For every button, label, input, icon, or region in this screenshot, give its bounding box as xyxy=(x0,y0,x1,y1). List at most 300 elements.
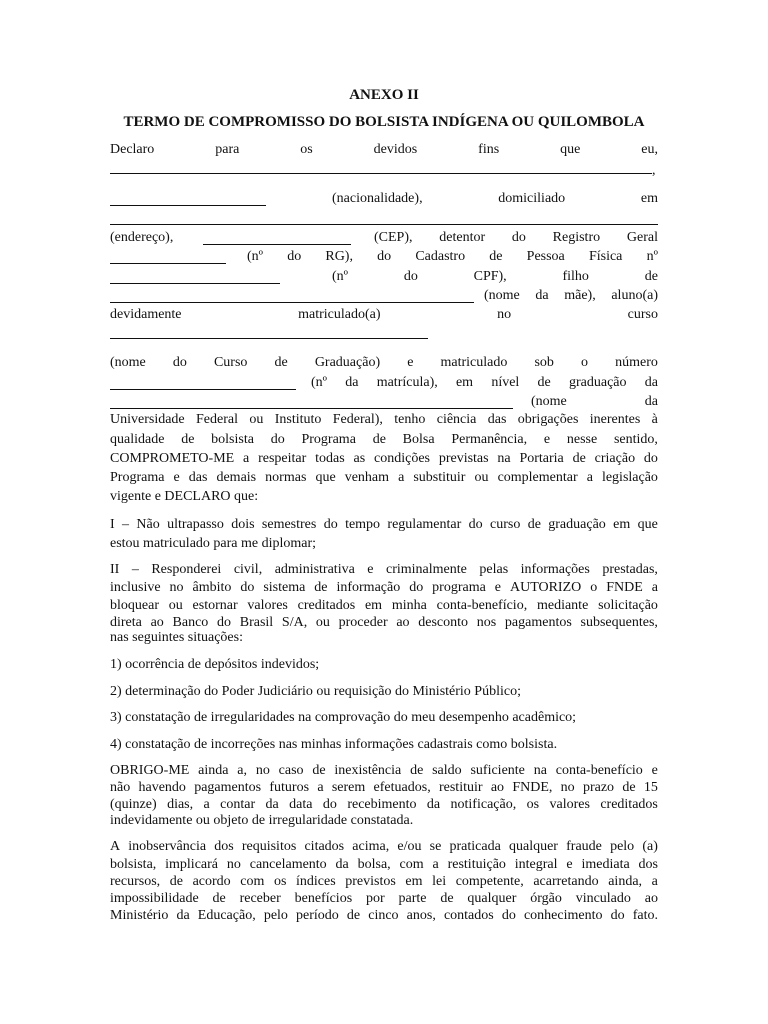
word: do xyxy=(643,451,658,466)
form-line-curso xyxy=(110,354,658,372)
word: Declaro xyxy=(110,142,155,157)
word: em xyxy=(405,874,423,889)
obligation-line-2 xyxy=(110,779,658,797)
word: lei xyxy=(432,874,447,889)
item2-line-3 xyxy=(110,597,658,615)
word: e xyxy=(494,580,501,595)
word: que xyxy=(315,470,336,485)
word: imediata xyxy=(581,857,630,872)
word: condições xyxy=(374,451,430,466)
word: de xyxy=(181,432,195,447)
cep-blank[interactable] xyxy=(203,231,351,245)
form-line-matriculado xyxy=(110,306,658,324)
word: tempo xyxy=(345,517,381,532)
word: de xyxy=(312,763,326,778)
word: do xyxy=(322,797,337,812)
document-title: TERMO DE COMPROMISSO DO BOLSISTA INDÍGENA OU QUILOMBOLA xyxy=(123,114,645,130)
word: a xyxy=(651,580,658,595)
word: e xyxy=(566,857,573,872)
form-line-14 xyxy=(110,411,658,429)
word: semestres xyxy=(261,517,317,532)
word: ao xyxy=(150,615,164,630)
word: contar xyxy=(220,797,256,812)
word: Curso xyxy=(213,355,248,370)
word: informações xyxy=(520,562,590,577)
word: o xyxy=(581,355,589,370)
word: Cadastro xyxy=(415,249,466,264)
word: cancelamento xyxy=(249,857,327,872)
word: os xyxy=(526,797,540,812)
word: graduação xyxy=(548,517,606,532)
word: Responderei xyxy=(151,562,222,577)
word: e/ou xyxy=(397,839,422,854)
word: do xyxy=(610,908,625,923)
item2-line-5: nas seguintes situações: xyxy=(110,630,243,645)
word: dos xyxy=(638,857,658,872)
word: no xyxy=(560,780,575,795)
closing-line-1 xyxy=(110,838,658,856)
word: inexistência xyxy=(334,763,402,778)
word: a xyxy=(317,780,324,795)
word: do xyxy=(240,580,255,595)
word: (nome xyxy=(531,394,567,409)
word: o xyxy=(590,580,598,595)
word: legislação xyxy=(601,470,658,485)
word: na xyxy=(497,451,511,466)
word: fato. xyxy=(632,908,658,923)
word: venham xyxy=(344,470,390,485)
word: RG), xyxy=(325,249,353,264)
word: de xyxy=(346,908,361,923)
word: caso xyxy=(278,763,304,778)
word: efetuados, xyxy=(373,780,431,795)
rg-text xyxy=(247,248,658,266)
word: em xyxy=(364,598,383,613)
word: mediante xyxy=(536,598,589,613)
word: 15 xyxy=(643,780,658,795)
word: matriculado xyxy=(440,355,508,370)
word: de xyxy=(622,780,636,795)
word: dias, xyxy=(167,797,194,812)
word: nº xyxy=(646,249,658,264)
form-line-name-blank xyxy=(110,160,658,180)
word: (nº xyxy=(332,269,349,284)
word: do xyxy=(511,230,526,245)
word: inclusive xyxy=(110,580,161,595)
word: acordo xyxy=(192,874,231,889)
word: da xyxy=(345,375,359,390)
word: pelas xyxy=(479,562,509,577)
word: Bolsa xyxy=(402,432,435,447)
word: regulamentar xyxy=(387,517,462,532)
word: da xyxy=(265,797,279,812)
word: tenho xyxy=(394,412,426,427)
word: a xyxy=(203,797,210,812)
word: pelo xyxy=(610,839,635,854)
word: de xyxy=(440,891,454,906)
word: saldo xyxy=(432,763,462,778)
word: CPF), xyxy=(473,269,507,284)
form-line-address-blank xyxy=(110,211,658,225)
word: ou xyxy=(168,598,183,613)
word: (nome xyxy=(484,288,520,303)
word: de xyxy=(274,355,288,370)
word: que xyxy=(637,517,658,532)
word: Pessoa xyxy=(526,249,565,264)
situation-3: 3) constatação de irregularidades na comprovação do meu desempenho acadêmico; xyxy=(110,710,577,725)
word: no xyxy=(497,307,512,322)
matricula-text xyxy=(311,374,658,392)
cpf-blank[interactable] xyxy=(110,270,280,284)
word: – xyxy=(122,517,130,532)
word: das xyxy=(487,412,507,427)
word: bolsista xyxy=(211,432,254,447)
matricula-blank[interactable] xyxy=(110,376,296,390)
situation-2: 2) determinação do Poder Judiciário ou requisição do Ministério Público; xyxy=(110,684,521,699)
word: creditados xyxy=(600,797,658,812)
word: integral xyxy=(514,857,558,872)
word: Permanência, xyxy=(451,432,528,447)
word: graduação xyxy=(569,375,627,390)
item2-line-1 xyxy=(110,561,658,579)
cpf-text xyxy=(332,268,658,286)
word: havendo xyxy=(138,780,186,795)
word: restituir xyxy=(438,780,483,795)
word: FNDE, xyxy=(512,780,553,795)
word: aluno(a) xyxy=(611,288,658,303)
word: Registro xyxy=(552,230,601,245)
word: anos, xyxy=(406,908,436,923)
word: sob xyxy=(534,355,554,370)
closing-line-3 xyxy=(110,873,658,891)
word: do xyxy=(377,249,392,264)
word: sistema xyxy=(263,580,306,595)
word: sentido, xyxy=(613,432,658,447)
word: substituir xyxy=(413,470,466,485)
word: em xyxy=(455,375,474,390)
word: no xyxy=(255,763,270,778)
word: em xyxy=(640,191,658,206)
word: COMPROMETO-ME xyxy=(110,451,235,466)
word: bloquear xyxy=(110,598,159,613)
word: citados xyxy=(304,839,345,854)
word: e xyxy=(543,432,551,447)
word: Federal xyxy=(196,412,238,427)
nationality-blank[interactable] xyxy=(110,192,266,206)
word: (quinze) xyxy=(110,797,157,812)
word: bolsa, xyxy=(357,857,391,872)
word: com xyxy=(240,874,265,889)
closing-line-4 xyxy=(110,890,658,908)
word: com xyxy=(399,857,424,872)
word: de xyxy=(572,451,586,466)
word: minha xyxy=(391,598,427,613)
word: a xyxy=(586,470,593,485)
word: notificação, xyxy=(450,797,517,812)
word: estornar xyxy=(192,598,238,613)
word: demais xyxy=(216,470,257,485)
word: recursos, xyxy=(110,874,161,889)
word: qualquer xyxy=(467,891,517,906)
word: administrativa xyxy=(274,562,355,577)
word: acarretando xyxy=(533,874,599,889)
word: implicará xyxy=(165,857,219,872)
word: respeitar xyxy=(258,451,307,466)
word: do xyxy=(403,269,418,284)
item1-line-2: estou matriculado para me diplomar; xyxy=(110,536,317,551)
word: requisitos xyxy=(241,839,297,854)
obligation-line-1 xyxy=(110,762,658,780)
word: domiciliado xyxy=(498,191,566,206)
mother-text xyxy=(484,287,658,305)
institution-text xyxy=(531,393,658,411)
word: criminalmente xyxy=(386,562,467,577)
word: serem xyxy=(331,780,366,795)
word: Física xyxy=(588,249,623,264)
word: solicitação xyxy=(598,598,658,613)
mother-name-blank[interactable] xyxy=(110,289,474,303)
word: da xyxy=(335,857,349,872)
item1-line-1 xyxy=(110,516,658,534)
word: ou xyxy=(315,615,330,630)
word: pelo xyxy=(263,908,288,923)
word: creditados xyxy=(297,598,356,613)
word: Programa xyxy=(301,432,356,447)
word: de xyxy=(372,432,386,447)
word: eu, xyxy=(641,142,658,157)
word: as xyxy=(353,451,366,466)
word: ainda xyxy=(198,763,229,778)
word: e xyxy=(651,763,658,778)
word: conta-benefício, xyxy=(436,598,528,613)
word: período xyxy=(296,908,339,923)
word: de xyxy=(169,874,183,889)
word: (nº xyxy=(311,375,328,390)
word: (CEP), xyxy=(374,230,413,245)
word: vinculado xyxy=(575,891,631,906)
word: matrícula), xyxy=(376,375,438,390)
word: cinco xyxy=(368,908,399,923)
endereco-label: (endereço), xyxy=(110,230,174,245)
word: Banco xyxy=(172,615,209,630)
word: Federal), xyxy=(332,412,383,427)
word: Programa xyxy=(110,470,165,485)
obligation-line-4: indevidamente ou objeto de irregularidade constatada. xyxy=(110,813,414,828)
word: do xyxy=(468,517,483,532)
word: competente, xyxy=(455,874,524,889)
word: bolsista, xyxy=(110,857,157,872)
word: normas xyxy=(265,470,307,485)
word: AUTORIZO xyxy=(509,580,582,595)
closing-line-2 xyxy=(110,856,658,874)
word: II xyxy=(110,562,120,577)
word: informação xyxy=(336,580,401,595)
word: a xyxy=(432,857,439,872)
word: suficiente xyxy=(470,763,525,778)
form-line-16 xyxy=(110,450,658,468)
word: programa xyxy=(432,580,486,595)
word: de xyxy=(410,763,424,778)
word: I xyxy=(110,517,115,532)
word: Brasil xyxy=(239,615,274,630)
word: de xyxy=(212,891,226,906)
word: nos xyxy=(476,615,497,630)
word: fins xyxy=(478,142,500,157)
word: valores xyxy=(247,598,288,613)
word: impossibilidade xyxy=(110,891,199,906)
word: do xyxy=(323,517,338,532)
word: OBRIGO-ME xyxy=(110,763,190,778)
word: subsequentes, xyxy=(580,615,658,630)
word: pagamentos xyxy=(504,615,572,630)
word: contados xyxy=(443,908,494,923)
word: os xyxy=(300,142,313,157)
word: ao xyxy=(490,780,505,795)
word: devidos xyxy=(373,142,418,157)
word: Não xyxy=(136,517,160,532)
situation-4: 4) constatação de incorreções nas minhas informações cadastrais como bolsista. xyxy=(110,737,558,752)
word: conta-benefício xyxy=(555,763,643,778)
word: direta xyxy=(110,615,142,630)
word: para xyxy=(215,142,240,157)
word: prazo xyxy=(582,780,615,795)
word: à xyxy=(651,412,658,427)
word: e xyxy=(173,470,180,485)
word: prestadas, xyxy=(602,562,658,577)
word: detentor xyxy=(439,230,486,245)
word: praticada xyxy=(449,839,501,854)
word: Geral xyxy=(626,230,658,245)
word: FNDE xyxy=(606,580,643,595)
institution-blank[interactable] xyxy=(110,395,513,409)
word: da xyxy=(176,908,190,923)
word: dois xyxy=(231,517,255,532)
word: âmbito xyxy=(192,580,232,595)
word: qualquer xyxy=(508,839,558,854)
word: da xyxy=(644,375,658,390)
word: de xyxy=(537,375,551,390)
word: a, xyxy=(237,763,248,778)
word: ciência xyxy=(436,412,477,427)
comma-text: , xyxy=(652,163,656,178)
word: futuros xyxy=(269,780,310,795)
word: do xyxy=(270,432,285,447)
word: filho xyxy=(562,269,589,284)
word: A xyxy=(110,839,121,854)
word: Instituto xyxy=(274,412,322,427)
word: – xyxy=(131,562,139,577)
word: (a) xyxy=(642,839,658,854)
word: complementar xyxy=(497,470,578,485)
word: previstos xyxy=(345,874,396,889)
word: (nome xyxy=(110,355,146,370)
word: a xyxy=(651,874,658,889)
word: da xyxy=(644,394,658,409)
word: e xyxy=(367,562,374,577)
word: do xyxy=(501,908,516,923)
word: restituição xyxy=(447,857,506,872)
word: ou xyxy=(249,412,264,427)
word: não xyxy=(110,780,131,795)
form-line-15 xyxy=(110,431,658,449)
word: devidamente xyxy=(110,307,182,322)
word: Educação, xyxy=(197,908,256,923)
word: índices xyxy=(296,874,336,889)
word: qualidade xyxy=(110,432,165,447)
address-blank[interactable] xyxy=(110,211,658,225)
word: Ministério xyxy=(110,908,169,923)
word: ou xyxy=(474,470,489,485)
word: (nº xyxy=(247,249,264,264)
form-line-declaro xyxy=(110,141,658,159)
word: de xyxy=(644,269,658,284)
annex-heading: ANEXO II xyxy=(349,87,419,103)
word: Portaria xyxy=(519,451,564,466)
word: data xyxy=(289,797,313,812)
rg-blank[interactable] xyxy=(110,250,226,264)
word: de xyxy=(527,517,541,532)
word: fraude xyxy=(566,839,602,854)
word: curso xyxy=(490,517,521,532)
word: Universidade xyxy=(110,412,185,427)
word: Graduação) xyxy=(314,355,381,370)
word: matriculado(a) xyxy=(298,307,381,322)
course-blank[interactable] xyxy=(110,325,428,339)
word: em xyxy=(613,517,631,532)
word: inerentes xyxy=(589,412,641,427)
word: do xyxy=(172,355,187,370)
word: da xyxy=(426,797,441,812)
word: ainda, xyxy=(608,874,643,889)
nationality-text xyxy=(332,190,658,208)
word: do xyxy=(409,580,424,595)
word: conhecimento xyxy=(523,908,603,923)
word: inobservância xyxy=(128,839,207,854)
item2-line-2 xyxy=(110,579,658,597)
form-line-course-blank xyxy=(110,325,658,345)
form-line-17 xyxy=(110,469,658,487)
word: ao xyxy=(396,615,410,630)
word: receber xyxy=(239,891,281,906)
name-blank[interactable] xyxy=(110,160,652,174)
word: da xyxy=(535,288,549,303)
form-line-18: vigente e DECLARO que: xyxy=(110,489,259,504)
word: (nacionalidade), xyxy=(332,191,423,206)
word: nível xyxy=(491,375,520,390)
word: órgão xyxy=(530,891,562,906)
word: nesse xyxy=(566,432,598,447)
word: criação xyxy=(594,451,636,466)
word: obrigações xyxy=(517,412,579,427)
word: acima, xyxy=(352,839,390,854)
cep-text xyxy=(374,229,658,247)
word: mãe), xyxy=(564,288,596,303)
word: pagamentos xyxy=(194,780,262,795)
word: se xyxy=(429,839,442,854)
word: benefícios xyxy=(294,891,353,906)
word: recebimento xyxy=(347,797,417,812)
word: ultrapasso xyxy=(167,517,224,532)
word: parte xyxy=(398,891,427,906)
word: ao xyxy=(644,891,658,906)
word: civil, xyxy=(233,562,263,577)
word: proceder xyxy=(338,615,388,630)
word: dos xyxy=(214,839,234,854)
word: número xyxy=(615,355,658,370)
word: a xyxy=(243,451,250,466)
word: no xyxy=(226,857,241,872)
word: desconto xyxy=(418,615,469,630)
